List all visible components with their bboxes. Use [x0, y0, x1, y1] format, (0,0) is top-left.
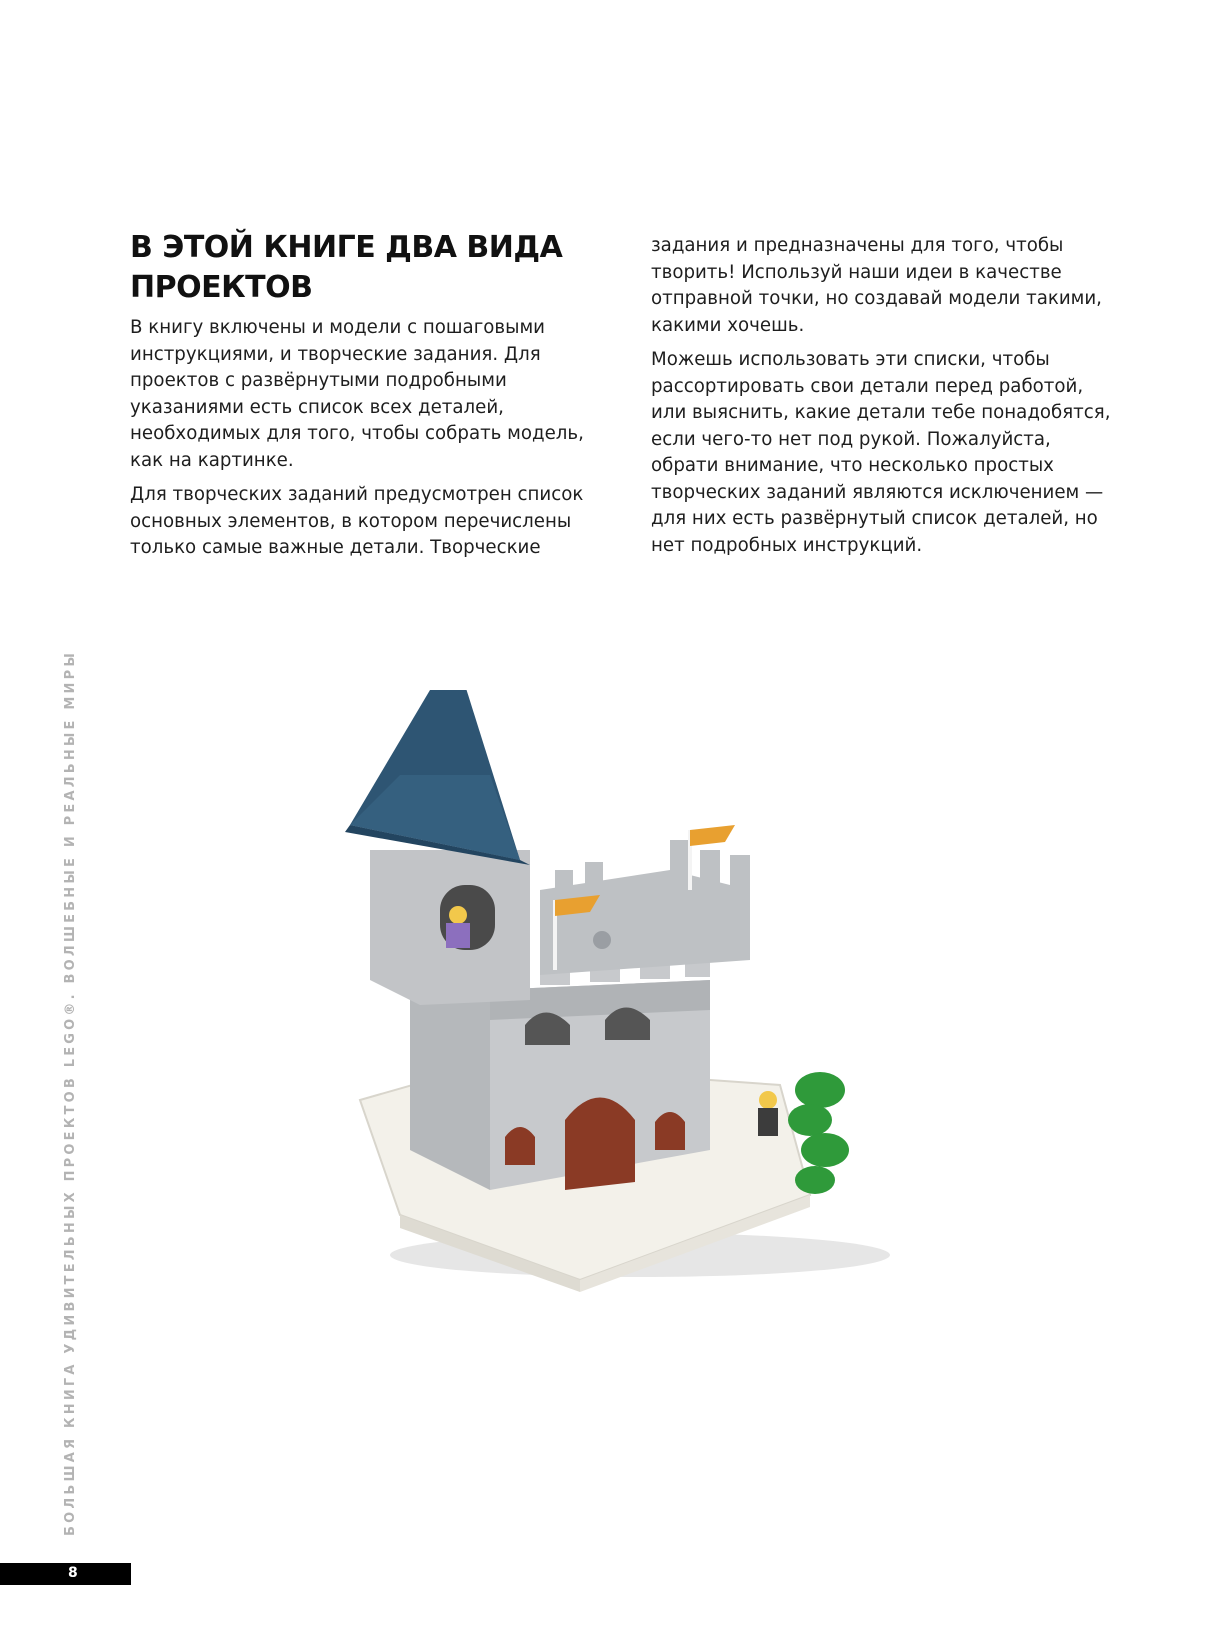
- book-title-vertical: БОЛЬШАЯ КНИГА УДИВИТЕЛЬНЫХ ПРОЕКТОВ LEGO®. ВОЛШЕБНЫЕ И РЕАЛЬНЫЕ МИРЫ: [63, 650, 78, 1536]
- left-paragraph-1: В книгу включены и модели с пошаговыми инструкциями, и творческие задания. Для проектов с развёрнутыми подробными указаниями есть список всех деталей, необходимых для того, чтобы собрать модель, как на картинке.: [130, 317, 584, 471]
- page-number: 8: [68, 1565, 78, 1581]
- knight-head: [593, 931, 611, 949]
- boy-minifig-head: [759, 1091, 777, 1109]
- boy-minifig-body: [758, 1108, 778, 1136]
- beanstalk-plant: [788, 1072, 849, 1194]
- right-paragraph-1: задания и предназначены для того, чтобы творить! Используй наши идеи в качестве отправной точки, но создавай модели такими, какими хочешь.: [651, 235, 1102, 336]
- left-paragraph-2: Для творческих заданий предусмотрен список основных элементов, в котором перечислены только самые важные детали. Творческие: [130, 484, 584, 558]
- lego-castle-photo: [340, 690, 940, 1390]
- castle-door: [565, 1098, 635, 1191]
- right-paragraph-2: Можешь использовать эти списки, чтобы рассортировать свои детали перед работой, или выяснить, какие детали тебе понадобятся, если чего-то нет под рукой. Пожалуйста, обрати внимание, что несколько простых творческих заданий являются исключением — для них есть развёрнутый список деталей, но нет подробных инструкций.: [651, 349, 1111, 556]
- minifig-head: [449, 906, 467, 924]
- flag-right: [690, 825, 735, 846]
- castle-window-left: [505, 1127, 535, 1165]
- castle-window-right: [655, 1112, 685, 1150]
- right-text-column: [651, 233, 1121, 567]
- minifig-body: [446, 923, 470, 948]
- left-text-column: [130, 315, 600, 570]
- page-heading: В ЭТОЙ КНИГЕ ДВА ВИДА ПРОЕКТОВ: [130, 230, 563, 305]
- page-number-tab: [0, 1563, 131, 1585]
